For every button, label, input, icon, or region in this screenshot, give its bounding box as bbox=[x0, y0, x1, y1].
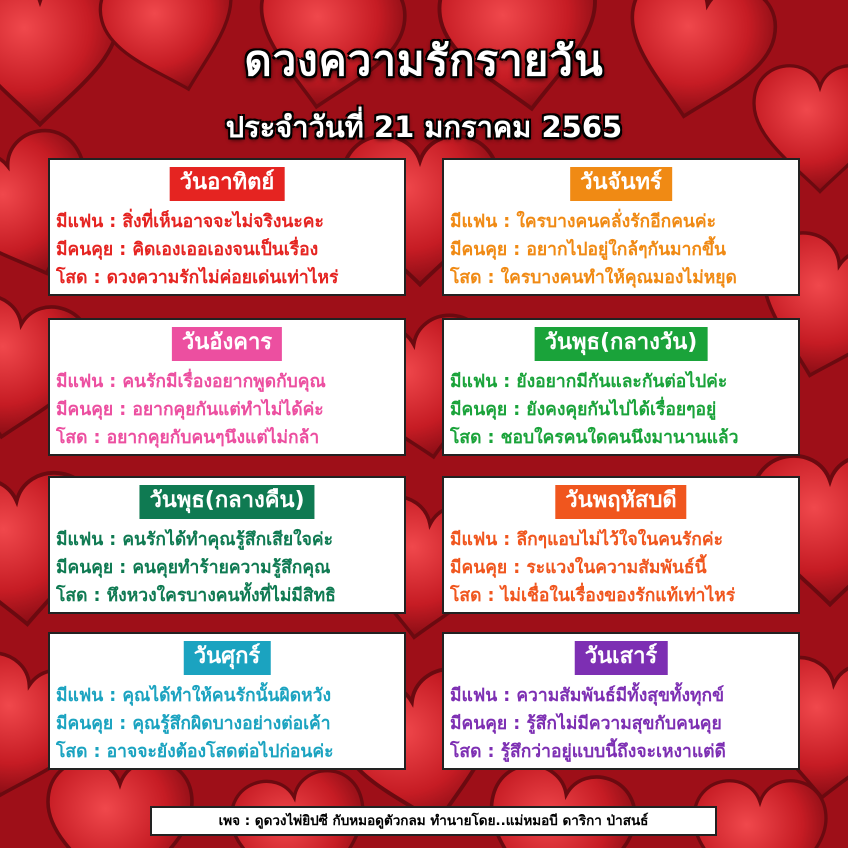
day-badge: วันจันทร์ bbox=[570, 167, 672, 201]
fortune-line-in-relationship: มีแฟน : คนรักได้ทำคุณรู้สึกเสียใจค่ะ bbox=[56, 530, 333, 550]
day-badge: วันอาทิตย์ bbox=[170, 167, 285, 201]
fortune-line-in-relationship: มีแฟน : ความสัมพันธ์มีทั้งสุขทั้งทุกข์ bbox=[450, 686, 725, 706]
fortune-line-single: โสด : ใครบางคนทำให้คุณมองไม่หยุด bbox=[450, 268, 737, 288]
card-tuesday bbox=[48, 318, 406, 456]
fortune-line-talking: มีคนคุย : ระแวงในความสัมพันธ์นี้ bbox=[450, 558, 707, 578]
fortune-lines bbox=[450, 368, 794, 452]
fortune-lines bbox=[450, 526, 794, 610]
fortune-line-in-relationship: มีแฟน : ลึกๆแอบไม่ไว้ใจในคนรักค่ะ bbox=[450, 530, 724, 550]
fortune-line-single: โสด : หึงหวงใครบางคนทั้งที่ไม่มีสิทธิ bbox=[56, 586, 336, 606]
fortune-line-single: โสด : อาจจะยังต้องโสดต่อไปก่อนค่ะ bbox=[56, 742, 334, 762]
fortune-line-single: โสด : ชอบใครคนใดคนนึงมานานแล้ว bbox=[450, 428, 739, 448]
card-thursday bbox=[442, 476, 800, 614]
fortune-line-talking: มีคนคุย : คุณรู้สึกผิดบางอย่างต่อเค้า bbox=[56, 714, 331, 734]
fortune-lines bbox=[450, 682, 794, 766]
fortune-line-single: โสด : ไม่เชื่อในเรื่องของรักแท้เท่าไหร่ bbox=[450, 586, 736, 606]
fortune-line-talking: มีคนคุย : ยังคงคุยกันไปได้เรื่อยๆอยู่ bbox=[450, 400, 717, 420]
fortune-line-single: โสด : อยากคุยกับคนๆนึงแต่ไม่กล้า bbox=[56, 428, 320, 448]
fortune-lines bbox=[450, 208, 794, 292]
day-badge: วันอังคาร bbox=[172, 327, 282, 361]
fortune-lines bbox=[56, 368, 400, 452]
day-badge: วันศุกร์ bbox=[184, 641, 271, 675]
fortune-line-talking: มีคนคุย : อยากไปอยู่ใกล้ๆกันมากขึ้น bbox=[450, 240, 726, 260]
fortune-lines bbox=[56, 526, 400, 610]
card-wednesday-day bbox=[442, 318, 800, 456]
date-subtitle: ประจำวันที่ 21 มกราคม 2565 bbox=[225, 110, 623, 144]
fortune-line-in-relationship: มีแฟน : คนรักมีเรื่องอยากพูดกับคุณ bbox=[56, 372, 326, 392]
fortune-line-single: โสด : ดวงความรักไม่ค่อยเด่นเท่าไหร่ bbox=[56, 268, 339, 288]
card-friday bbox=[48, 632, 406, 770]
day-badge: วันพุธ(กลางวัน) bbox=[535, 327, 708, 361]
day-badge: วันเสาร์ bbox=[575, 641, 668, 675]
card-sunday bbox=[48, 158, 406, 296]
page-title: ดวงความรักรายวัน bbox=[244, 36, 604, 85]
fortune-lines bbox=[56, 208, 400, 292]
fortune-lines bbox=[56, 682, 400, 766]
fortune-line-in-relationship: มีแฟน : คุณได้ทำให้คนรักนั้นผิดหวัง bbox=[56, 686, 332, 706]
fortune-line-in-relationship: มีแฟน : สิ่งที่เห็นอาจจะไม่จริงนะคะ bbox=[56, 212, 324, 232]
card-saturday bbox=[442, 632, 800, 770]
fortune-line-talking: มีคนคุย : คนคุยทำร้ายความรู้สึกคุณ bbox=[56, 558, 331, 578]
fortune-line-talking: มีคนคุย : คิดเองเออเองจนเป็นเรื่อง bbox=[56, 240, 319, 260]
fortune-line-single: โสด : รู้สึกว่าอยู่แบบนี้ถึงจะเหงาแต่ดี bbox=[450, 742, 726, 762]
card-monday bbox=[442, 158, 800, 296]
day-badge: วันพุธ(กลางคืน) bbox=[139, 485, 314, 519]
fortune-line-in-relationship: มีแฟน : ใครบางคนคลั่งรักอีกคนค่ะ bbox=[450, 212, 717, 232]
fortune-line-talking: มีคนคุย : อยากคุยกันแต่ทำไม่ได้ค่ะ bbox=[56, 400, 324, 420]
day-badge: วันพฤหัสบดี bbox=[555, 485, 686, 519]
card-wednesday-night bbox=[48, 476, 406, 614]
fortune-line-talking: มีคนคุย : รู้สึกไม่มีความสุขกับคนคุย bbox=[450, 714, 722, 734]
page-credit-footer: เพจ : ดูดวงไพ่ยิปซี กับหมอดูตัวกลม ทำนายโดย..แม่หมอบี ดาริกา ป่าสนธ์ bbox=[150, 806, 717, 836]
fortune-line-in-relationship: มีแฟน : ยังอยากมีกันและกันต่อไปค่ะ bbox=[450, 372, 728, 392]
